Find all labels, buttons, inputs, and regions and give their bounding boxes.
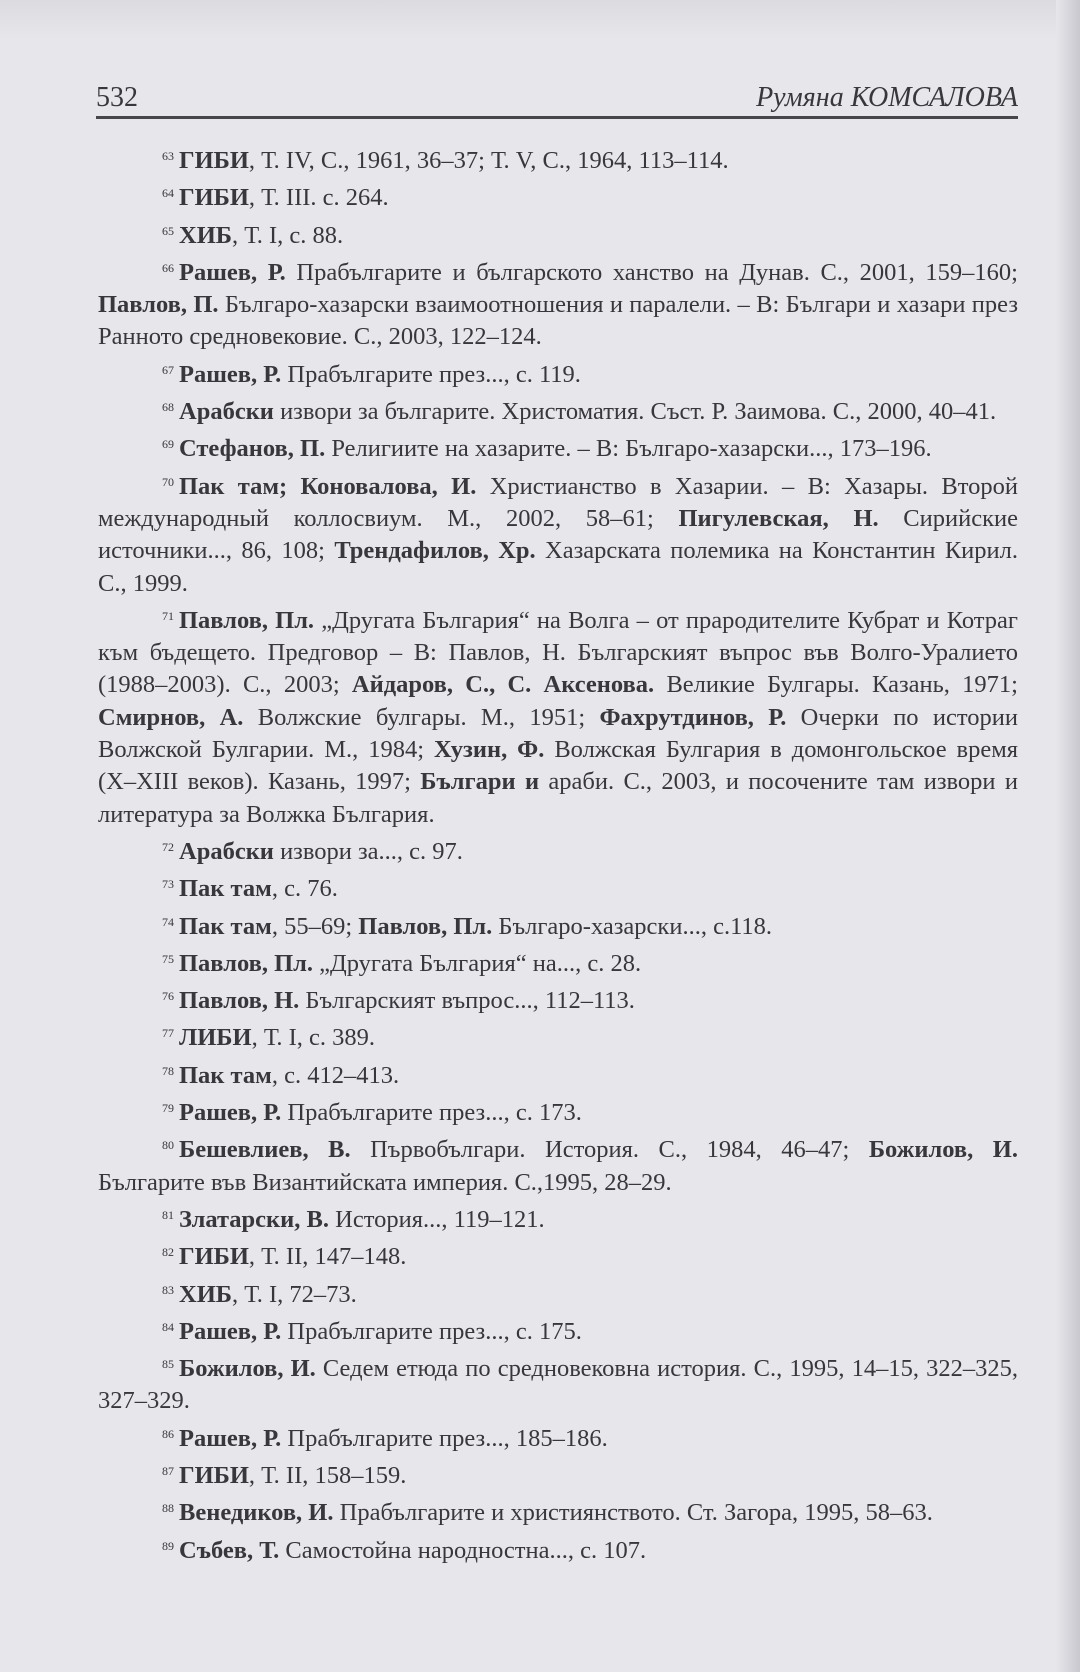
footnote-text: Хазарската полемика на Константин Кирил. С., 1999.	[98, 537, 1018, 597]
footnote-78	[98, 1055, 1018, 1092]
footnote-text: , Т. III. с. 264.	[248, 184, 389, 212]
footnote-author: Арабски	[179, 837, 274, 865]
footnote-number: 83	[162, 1282, 174, 1297]
footnote-74	[98, 906, 1018, 943]
footnote-author: ЛИБИ	[179, 1024, 252, 1052]
footnote-number: 65	[162, 223, 174, 238]
footnote-77	[98, 1017, 1018, 1054]
footnote-83	[98, 1274, 1018, 1311]
footnote-87	[98, 1455, 1018, 1492]
footnote-author: Пак там; Коновалова, И.	[179, 472, 477, 500]
footnote-text: Българо-хазарски взаимоотношения и паралели. – В: Българи и хазари през Ранното средновековие. С., 2003, 122–124.	[98, 291, 1018, 351]
footnote-text: Прабългарите и християнството. Ст. Загора, 1995, 58–63.	[333, 1499, 933, 1527]
footnote-text: Българският въпрос..., 112–113.	[299, 987, 635, 1015]
footnote-72	[98, 831, 1018, 868]
footnote-text: , с. 76.	[271, 875, 338, 903]
footnote-text: , Т. II, 147–148.	[248, 1243, 407, 1271]
footnote-author: Рашев, Р.	[179, 1424, 282, 1452]
footnote-author: ХИБ	[179, 1280, 232, 1308]
footnote-text: Българите във Византийската империя. С.,1995, 28–29.	[98, 1168, 672, 1196]
footnote-author: Събев, Т.	[179, 1536, 280, 1564]
footnote-number: 69	[162, 437, 174, 452]
footnote-author: Божилов, И.	[868, 1136, 1018, 1164]
footnote-text: Волжская Булгария в домонгольское время (X–XIII веков). Казань, 1997;	[98, 736, 1019, 796]
footnote-author: ГИБИ	[179, 1243, 249, 1271]
footnote-text: , Т. I, с. 88.	[231, 221, 344, 249]
footnote-number: 79	[162, 1101, 174, 1116]
footnote-author: Арабски	[179, 398, 274, 426]
footnote-author: Рашев, Р.	[179, 360, 282, 388]
footnote-text: Българо-хазарски..., с.118.	[492, 912, 773, 940]
footnotes-list	[98, 140, 1018, 1567]
footnote-number: 85	[162, 1357, 174, 1372]
footnote-text: Религиите на хазарите. – В: Българо-хазарски..., 173–196.	[325, 435, 932, 463]
footnote-text: Седем етюда по средновековна история. С., 1995, 14–15, 322–325, 327–329.	[98, 1355, 1018, 1415]
scan-shadow	[0, 0, 1080, 40]
footnote-84	[98, 1311, 1018, 1348]
footnote-number: 70	[162, 474, 174, 489]
footnote-author: Смирнов, А.	[98, 703, 244, 731]
footnote-65	[98, 215, 1018, 252]
footnote-number: 66	[162, 260, 174, 275]
footnote-author: Бешевлиев, В.	[179, 1136, 351, 1164]
footnote-author: Павлов, Н.	[179, 987, 300, 1015]
footnote-number: 76	[162, 989, 174, 1004]
footnote-text: Христианство в Хазарии. – В: Хазары. Второй международный коллосвиум. М., 2002, 58–61;	[98, 472, 1018, 532]
footnote-number: 67	[162, 362, 174, 377]
footnote-number: 80	[162, 1138, 174, 1153]
footnote-author: Трендафилов, Хр.	[334, 537, 536, 565]
footnote-text: , Т. II, 158–159.	[248, 1461, 407, 1489]
footnote-89	[98, 1530, 1018, 1567]
footnote-82	[98, 1236, 1018, 1273]
footnote-text: извори за..., с. 97.	[273, 837, 463, 865]
footnote-75	[98, 943, 1018, 980]
footnote-79	[98, 1092, 1018, 1129]
footnote-text: извори за българите. Христоматия. Съст. Р. Заимова. С., 2000, 40–41.	[273, 398, 997, 426]
footnote-author: Пак там	[179, 875, 272, 903]
footnote-author: Златарски, В.	[179, 1205, 330, 1233]
footnote-author: ХИБ	[179, 221, 232, 249]
footnote-number: 81	[162, 1207, 174, 1222]
footnote-number: 63	[162, 149, 174, 163]
footnote-number: 68	[162, 400, 174, 415]
footnote-author: Павлов, Пл.	[179, 606, 315, 634]
footnote-number: 75	[162, 951, 174, 966]
footnote-text: , Т. I, 72–73.	[231, 1280, 357, 1308]
footnote-text: Самостойна народностна..., с. 107.	[279, 1536, 647, 1564]
footnote-author: Стефанов, П.	[179, 435, 326, 463]
footnote-author: Божилов, И.	[179, 1355, 316, 1383]
footnote-author: Пигулевская, Н.	[678, 504, 879, 532]
footnote-67	[98, 354, 1018, 391]
footnote-author: Рашев, Р.	[179, 258, 286, 286]
footnote-text: Първобългари. История. С., 1984, 46–47;	[350, 1136, 869, 1164]
footnote-number: 88	[162, 1501, 174, 1516]
footnote-68	[98, 391, 1018, 428]
footnote-text: Очерки по истории Волжской Булгарии. М., 1984;	[98, 703, 1019, 764]
footnote-author: Венедиков, И.	[179, 1499, 334, 1527]
footnote-text: „Другата България“ на..., с. 28.	[313, 949, 642, 977]
footnote-author: Павлов, П.	[98, 291, 219, 319]
footnote-71	[98, 600, 1018, 831]
footnote-text: , Т. IV, С., 1961, 36–37; Т. V, С., 1964, 113–114.	[248, 147, 729, 174]
footnote-author: ГИБИ	[179, 1461, 249, 1489]
footnote-author: Българи и	[420, 768, 540, 796]
footnote-author: Рашев, Р.	[179, 1317, 282, 1345]
footnote-author: Пак там	[179, 912, 272, 940]
footnote-number: 64	[162, 186, 174, 201]
footnote-76	[98, 980, 1018, 1017]
page-number: 532	[96, 82, 138, 113]
footnote-number: 73	[162, 877, 174, 892]
footnote-80	[98, 1129, 1018, 1199]
footnote-number: 86	[162, 1426, 174, 1441]
footnote-64	[98, 177, 1018, 214]
footnote-author: Павлов, Пл.	[179, 949, 314, 977]
footnote-text: , Т. I, с. 389.	[251, 1024, 375, 1052]
footnote-text: Великие Булгары. Казань, 1971;	[654, 671, 1018, 699]
footnote-81	[98, 1199, 1018, 1236]
footnote-text: Прабългарите през..., 185–186.	[281, 1424, 608, 1452]
footnote-number: 89	[162, 1538, 174, 1553]
footnote-number: 84	[162, 1319, 174, 1334]
footnote-number: 74	[162, 914, 174, 929]
footnote-text: Прабългарите през..., с. 175.	[281, 1317, 582, 1345]
footnote-63	[98, 140, 1018, 177]
footnote-text: Прабългарите през..., с. 173.	[281, 1099, 582, 1127]
footnote-88	[98, 1492, 1018, 1529]
footnote-86	[98, 1418, 1018, 1455]
footnote-number: 72	[162, 839, 174, 854]
footnote-author: Рашев, Р.	[179, 1099, 282, 1127]
footnote-text: Прабългарите и българското ханство на Дунав. С., 2001, 159–160;	[285, 258, 1018, 286]
page-edge	[1056, 0, 1080, 1672]
footnote-number: 77	[162, 1026, 174, 1041]
page-header	[96, 82, 1018, 119]
footnote-69	[98, 428, 1018, 465]
footnote-author: Павлов, Пл.	[358, 912, 493, 940]
footnote-text: араби. С., 2003, и посочените там извори и литература за Волжка България.	[98, 768, 1018, 828]
footnote-text: Прабългарите през..., с. 119.	[281, 360, 581, 388]
footnote-number: 71	[162, 608, 174, 623]
footnote-author: Хузин, Ф.	[433, 736, 545, 764]
footnote-author: Пак там	[179, 1061, 272, 1089]
footnote-number: 82	[162, 1245, 174, 1260]
footnote-73	[98, 868, 1018, 905]
footnote-number: 87	[162, 1463, 174, 1478]
footnote-66	[98, 252, 1018, 354]
footnote-number: 78	[162, 1063, 174, 1078]
footnote-author: ГИБИ	[179, 147, 249, 174]
footnote-70	[98, 466, 1018, 600]
footnote-author: Фахрутдинов, Р.	[599, 703, 787, 731]
footnote-text: Сирийские источники..., 86, 108;	[98, 504, 1018, 565]
footnote-author: ГИБИ	[179, 184, 249, 212]
footnote-text: Волжские булгары. М., 1951;	[243, 703, 600, 731]
running-head-author: Румяна КОМСАЛОВА	[756, 82, 1018, 113]
footnote-text: , 55–69;	[271, 912, 359, 940]
footnote-author: Айдаров, С., С. Аксенова.	[351, 671, 655, 699]
footnote-text: „Другата България“ на Волга – от прародителите Кубрат и Котраг към бъдещето. Предговор – В: Павлов, Н. Българският въпрос във Волго-Уралието (1988–2003). С., 2003;	[98, 606, 1018, 699]
footnote-text: История..., 119–121.	[329, 1205, 545, 1233]
footnote-85	[98, 1348, 1018, 1418]
footnote-text: , с. 412–413.	[271, 1061, 400, 1089]
